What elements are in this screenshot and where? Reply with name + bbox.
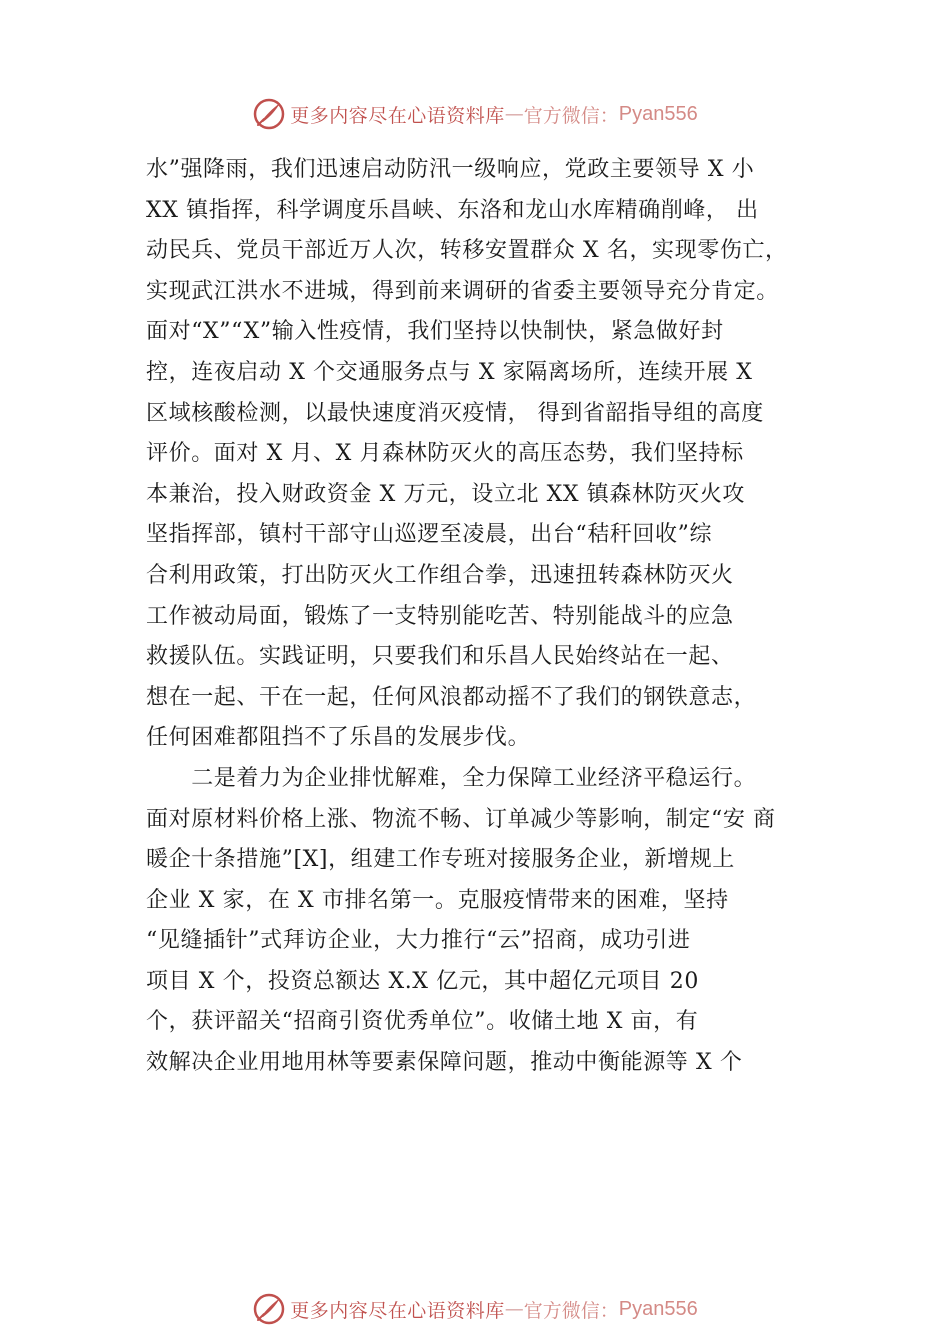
body-line: 区域核酸检测，以最快速度消灭疫情， 得到省韶指导组的高度 (146, 400, 764, 426)
body-line: 项目 X 个，投资总额达 X.X 亿元，其中超亿元项目 20 (146, 968, 699, 994)
body-line: 任何困难都阻挡不了乐昌的发展步伐。 (146, 725, 531, 751)
feather-pen-logo-icon (252, 1292, 286, 1326)
body-line: 效解决企业用地用林等要素保障问题，推动中衡能源等 X 个 (146, 1050, 743, 1076)
header-watermark-banner (0, 94, 950, 134)
body-line: 二是着力为企业排忧解难，全力保障工业经济平稳运行。 (146, 765, 757, 791)
body-line: 个，获评韶关“招商引资优秀单位”。收储土地 X 亩，有 (146, 1009, 699, 1035)
feather-pen-logo-icon (252, 97, 286, 131)
body-line: 控，连夜启动 X 个交通服务点与 X 家隔离场所，连续开展 X (146, 359, 753, 385)
body-line: 水”强降雨，我们迅速启动防汛一级响应，党政主要领导 X 小 (146, 157, 755, 182)
footer-watermark-banner (0, 1289, 950, 1329)
header-brand-text: 更多内容尽在心语资料库 (290, 104, 505, 127)
footer-brand-text: 更多内容尽在心语资料库 (290, 1299, 505, 1322)
body-line: 工作被动局面，锻炼了一支特别能吃苦、特别能战斗的应急 (146, 603, 734, 629)
header-wechat-id: Pyan556 (618, 102, 698, 125)
body-line: 暖企十条措施”[X]，组建工作专班对接服务企业，新增规上 (146, 847, 735, 873)
body-line: 坚指挥部，镇村干部守山巡逻至凌晨，出台“秸秆回收”综 (146, 522, 713, 548)
body-line: XX 镇指挥，科学调度乐昌峡、东洛和龙山水库精确削峰， 出 (146, 197, 759, 223)
body-line: 面对原材料价格上涨、物流不畅、订单减少等影响，制定“安 商 (146, 806, 776, 832)
footer-dash: — (504, 1298, 524, 1320)
body-line: 实现武江洪水不进城，得到前来调研的省委主要领导充分肯定。 (146, 278, 779, 304)
body-line: 合利用政策，打出防灭火工作组合拳，迅速扭转森林防灭火 (146, 562, 734, 588)
body-line: 动民兵、党员干部近万人次，转移安置群众 X 名，实现零伤亡， (146, 238, 788, 264)
header-dash: — (504, 103, 524, 125)
document-body (146, 150, 836, 1084)
footer-wechat-label: 官方微信： (523, 1299, 619, 1322)
header-wechat-label: 官方微信： (523, 104, 619, 127)
body-line: 救援队伍。实践证明，只要我们和乐昌人民始终站在一起、 (146, 644, 734, 670)
body-line: “见缝插针”式拜访企业，大力推行“云”招商，成功引进 (146, 928, 691, 954)
body-line: 企业 X 家，在 X 市排名第一。克服疫情带来的困难，坚持 (146, 887, 729, 913)
body-line: 本兼治，投入财政资金 X 万元，设立北 XX 镇森林防灭火攻 (146, 481, 745, 507)
body-line: 面对“X”“X”输入性疫情，我们坚持以快制快，紧急做好封 (146, 319, 724, 345)
body-line: 想在一起、干在一起，任何风浪都动摇不了我们的钢铁意志， (146, 684, 757, 710)
body-line: 评价。面对 X 月、X 月森林防灭火的高压态势，我们坚持标 (146, 441, 744, 467)
footer-wechat-id: Pyan556 (618, 1297, 698, 1320)
